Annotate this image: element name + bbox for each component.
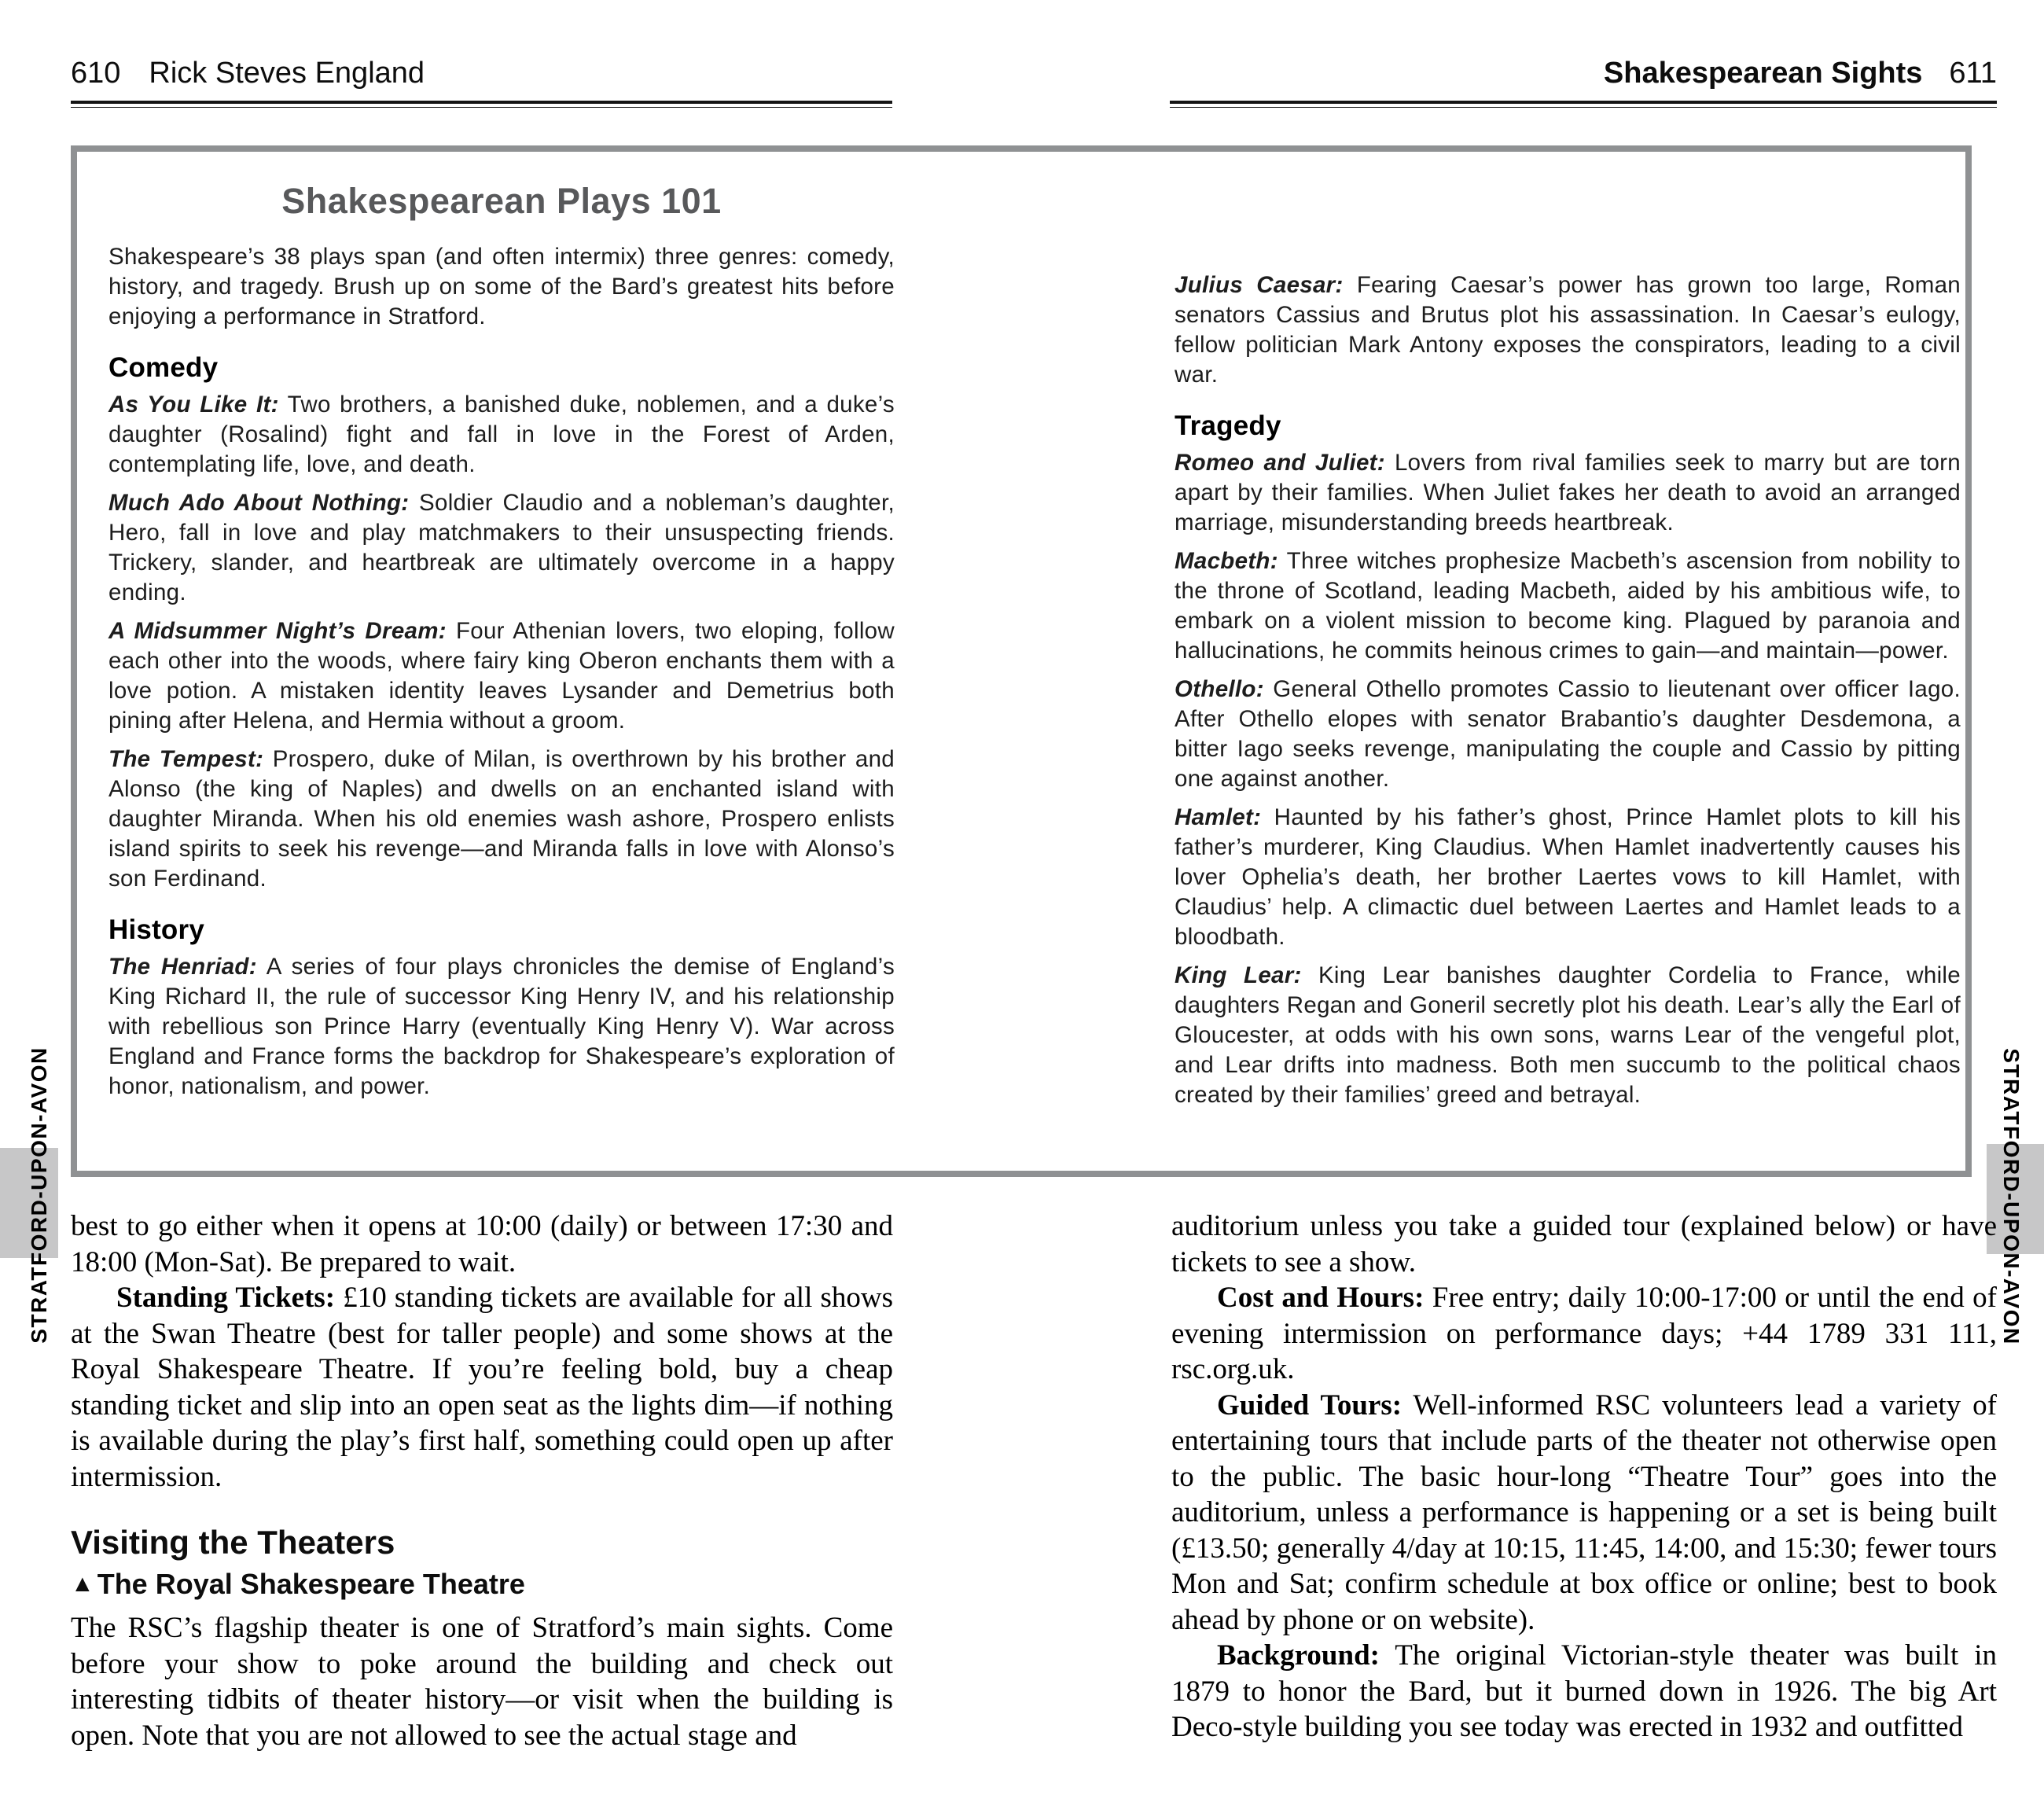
background-paragraph: Background: The original Victorian-style theater was built in 1879 to honor the Bard, but it burned down in 1926. The big Art Deco-style building you see today was erected in 1932 and outfitted bbox=[1171, 1639, 1997, 1743]
right-text-column bbox=[1171, 1208, 1997, 1745]
standing-tickets-paragraph: Standing Tickets: £10 standing tickets are available for all shows at the Swan Theatre (best for taller people) and some shows at the Royal Shakespeare Theatre. If you’re feeling bold, buy a cheap standing ticket and slip into an open seat as the lights dim—if nothing is available during the play’s first half, something could open up after intermission. bbox=[71, 1282, 894, 1493]
sight-heading-royal-shakespeare-theatre: ▲ The Royal Shakespeare Theatre bbox=[71, 1568, 525, 1600]
left-text-column bbox=[71, 1208, 893, 1753]
play-othello: Othello: General Othello promotes Cassio to lieutenant over officer Iago. After Othello elopes with senator Brabantio’s daughter Desdemona, a bitter Iago seeks revenge, manipulating the couple and Cassio by pitting one against another. bbox=[1175, 676, 1961, 792]
box-right-column bbox=[1175, 270, 1961, 1171]
chapter-title: Shakespearean Sights bbox=[1603, 57, 1923, 90]
section-heading-visiting-theaters: Visiting the Theaters bbox=[71, 1524, 395, 1561]
cost-and-hours-paragraph: Cost and Hours: Free entry; daily 10:00-17:00 or until the end of evening intermission on performance days; +44 1789 331 111, rsc.org.uk. bbox=[1171, 1282, 1997, 1385]
body-paragraph: The RSC’s flagship theater is one of Stratford’s main sights. Come before your show to poke around the building and check out interesting tidbits of theater history—or visit when the building is open. Note that you are not allowed to see the actual stage and bbox=[71, 1612, 893, 1752]
right-page-header bbox=[1170, 57, 1997, 90]
book-title: Rick Steves England bbox=[149, 57, 425, 90]
right-page-number: 611 bbox=[1949, 57, 1997, 90]
play-hamlet: Hamlet: Haunted by his father’s ghost, Prince Hamlet plots to kill his father’s murderer, King Claudius. When Hamlet inadvertently causes his lover Ophelia’s death, her brother Laertes vows to kill Hamlet, with Claudius’ help. A climactic duel between Laertes and Hamlet leads to a bloodbath. bbox=[1175, 804, 1961, 950]
play-as-you-like-it: As You Like It: Two brothers, a banished duke, noblemen, and a duke’s daughter (Rosalind) fight and fall in love in the Forest of Arden, contemplating life, love, and death. bbox=[108, 392, 895, 477]
box-intro: Shakespeare’s 38 plays span (and often intermix) three genres: comedy, history, and tragedy. Brush up on some of the Bard’s greatest hits before enjoying a performance in Stratford. bbox=[108, 244, 895, 329]
right-sidebar-label: STRATFORD-UPON-AVON bbox=[1999, 1048, 2024, 1345]
play-tempest: The Tempest: Prospero, duke of Milan, is overthrown by his brother and Alonso (the king of Naples) and dwells on an enchanted island with daughter Miranda. When his old enemies wash ashore, Prospero enlists island spirits to seek his revenge—and Miranda falls in love with Alonso’s son Ferdinand. bbox=[108, 746, 895, 892]
body-paragraph: best to go either when it opens at 10:00 (daily) or between 17:30 and 18:00 (Mon-Sat). Be prepared to wait. bbox=[71, 1210, 893, 1278]
sight-rating-triangle-icon: ▲ bbox=[71, 1571, 94, 1597]
play-julius-caesar: Julius Caesar: Fearing Caesar’s power has grown too large, Roman senators Cassius and Brutus plot his assassination. In Caesar’s eulogy, fellow politician Mark Antony exposes the conspirators, leading to a civil war. bbox=[1175, 272, 1961, 388]
play-henriad: The Henriad: A series of four plays chronicles the demise of England’s King Richard II, the rule of successor King Henry IV, and his relationship with rebellious son Prince Harry (eventually King Henry V). War across England and France forms the backdrop for Shakespeare’s exploration of honor, nationalism, and power. bbox=[108, 954, 895, 1099]
left-sidebar-label: STRATFORD-UPON-AVON bbox=[27, 1046, 51, 1344]
play-macbeth: Macbeth: Three witches prophesize Macbeth’s ascension from nobility to the throne of Scotland, leading Macbeth, aided by his ambitious wife, to embark on a violent mission to become king. Plagued by paranoia and hallucinations, he commits heinous crimes to gain—and maintain—power. bbox=[1175, 548, 1961, 664]
heading-history: History bbox=[108, 914, 204, 945]
heading-tragedy: Tragedy bbox=[1175, 410, 1281, 441]
guided-tours-paragraph: Guided Tours: Well-informed RSC volunteers lead a variety of entertaining tours that include parts of the theater not otherwise open to the public. The basic hour-long “Theatre Tour” goes into the auditorium, unless a performance is happening or a set is being built (£13.50; generally 4/day at 10:15, 11:45, 14:00, and 15:30; fewer tours Mon and Sat; confirm schedule at box office or online; best to book ahead by phone or on website). bbox=[1171, 1388, 1997, 1636]
left-page-number: 610 bbox=[71, 57, 121, 90]
box-left-column bbox=[108, 180, 895, 1171]
heading-comedy: Comedy bbox=[108, 352, 219, 383]
play-midsummer: A Midsummer Night’s Dream: Four Athenian lovers, two eloping, follow each other into the woods, where fairy king Oberon enchants them with a love potion. A mistaken identity leaves Lysander and Demetrius both pining after Helena, and Hermia without a groom. bbox=[108, 618, 895, 734]
right-header-rule bbox=[1170, 101, 1997, 108]
play-much-ado: Much Ado About Nothing: Soldier Claudio and a nobleman’s daughter, Hero, fall in love and play matchmakers to their unsuspecting friends. Trickery, slander, and heartbreak are ultimately overcome in a happy ending. bbox=[108, 490, 895, 605]
play-king-lear: King Lear: King Lear banishes daughter Cordelia to France, while daughters Regan and Goneril secretly plot his death. Lear’s ally the Earl of Gloucester, at odds with his own sons, warns Lear of the vengeful plot, and Lear drifts into madness. Both men succumb to the political chaos created by their families’ greed and betrayal. bbox=[1175, 962, 1961, 1108]
box-title: Shakespearean Plays 101 bbox=[281, 181, 722, 221]
left-page-header bbox=[71, 57, 425, 90]
play-romeo-juliet: Romeo and Juliet: Lovers from rival families seek to marry but are torn apart by their families. When Juliet fakes her death to avoid an arranged marriage, misunderstanding breeds heartbreak. bbox=[1175, 450, 1961, 535]
body-paragraph: auditorium unless you take a guided tour (explained below) or have tickets to see a show. bbox=[1171, 1210, 1997, 1278]
shakespearean-plays-101-box bbox=[71, 145, 1972, 1177]
left-header-rule bbox=[71, 101, 892, 108]
